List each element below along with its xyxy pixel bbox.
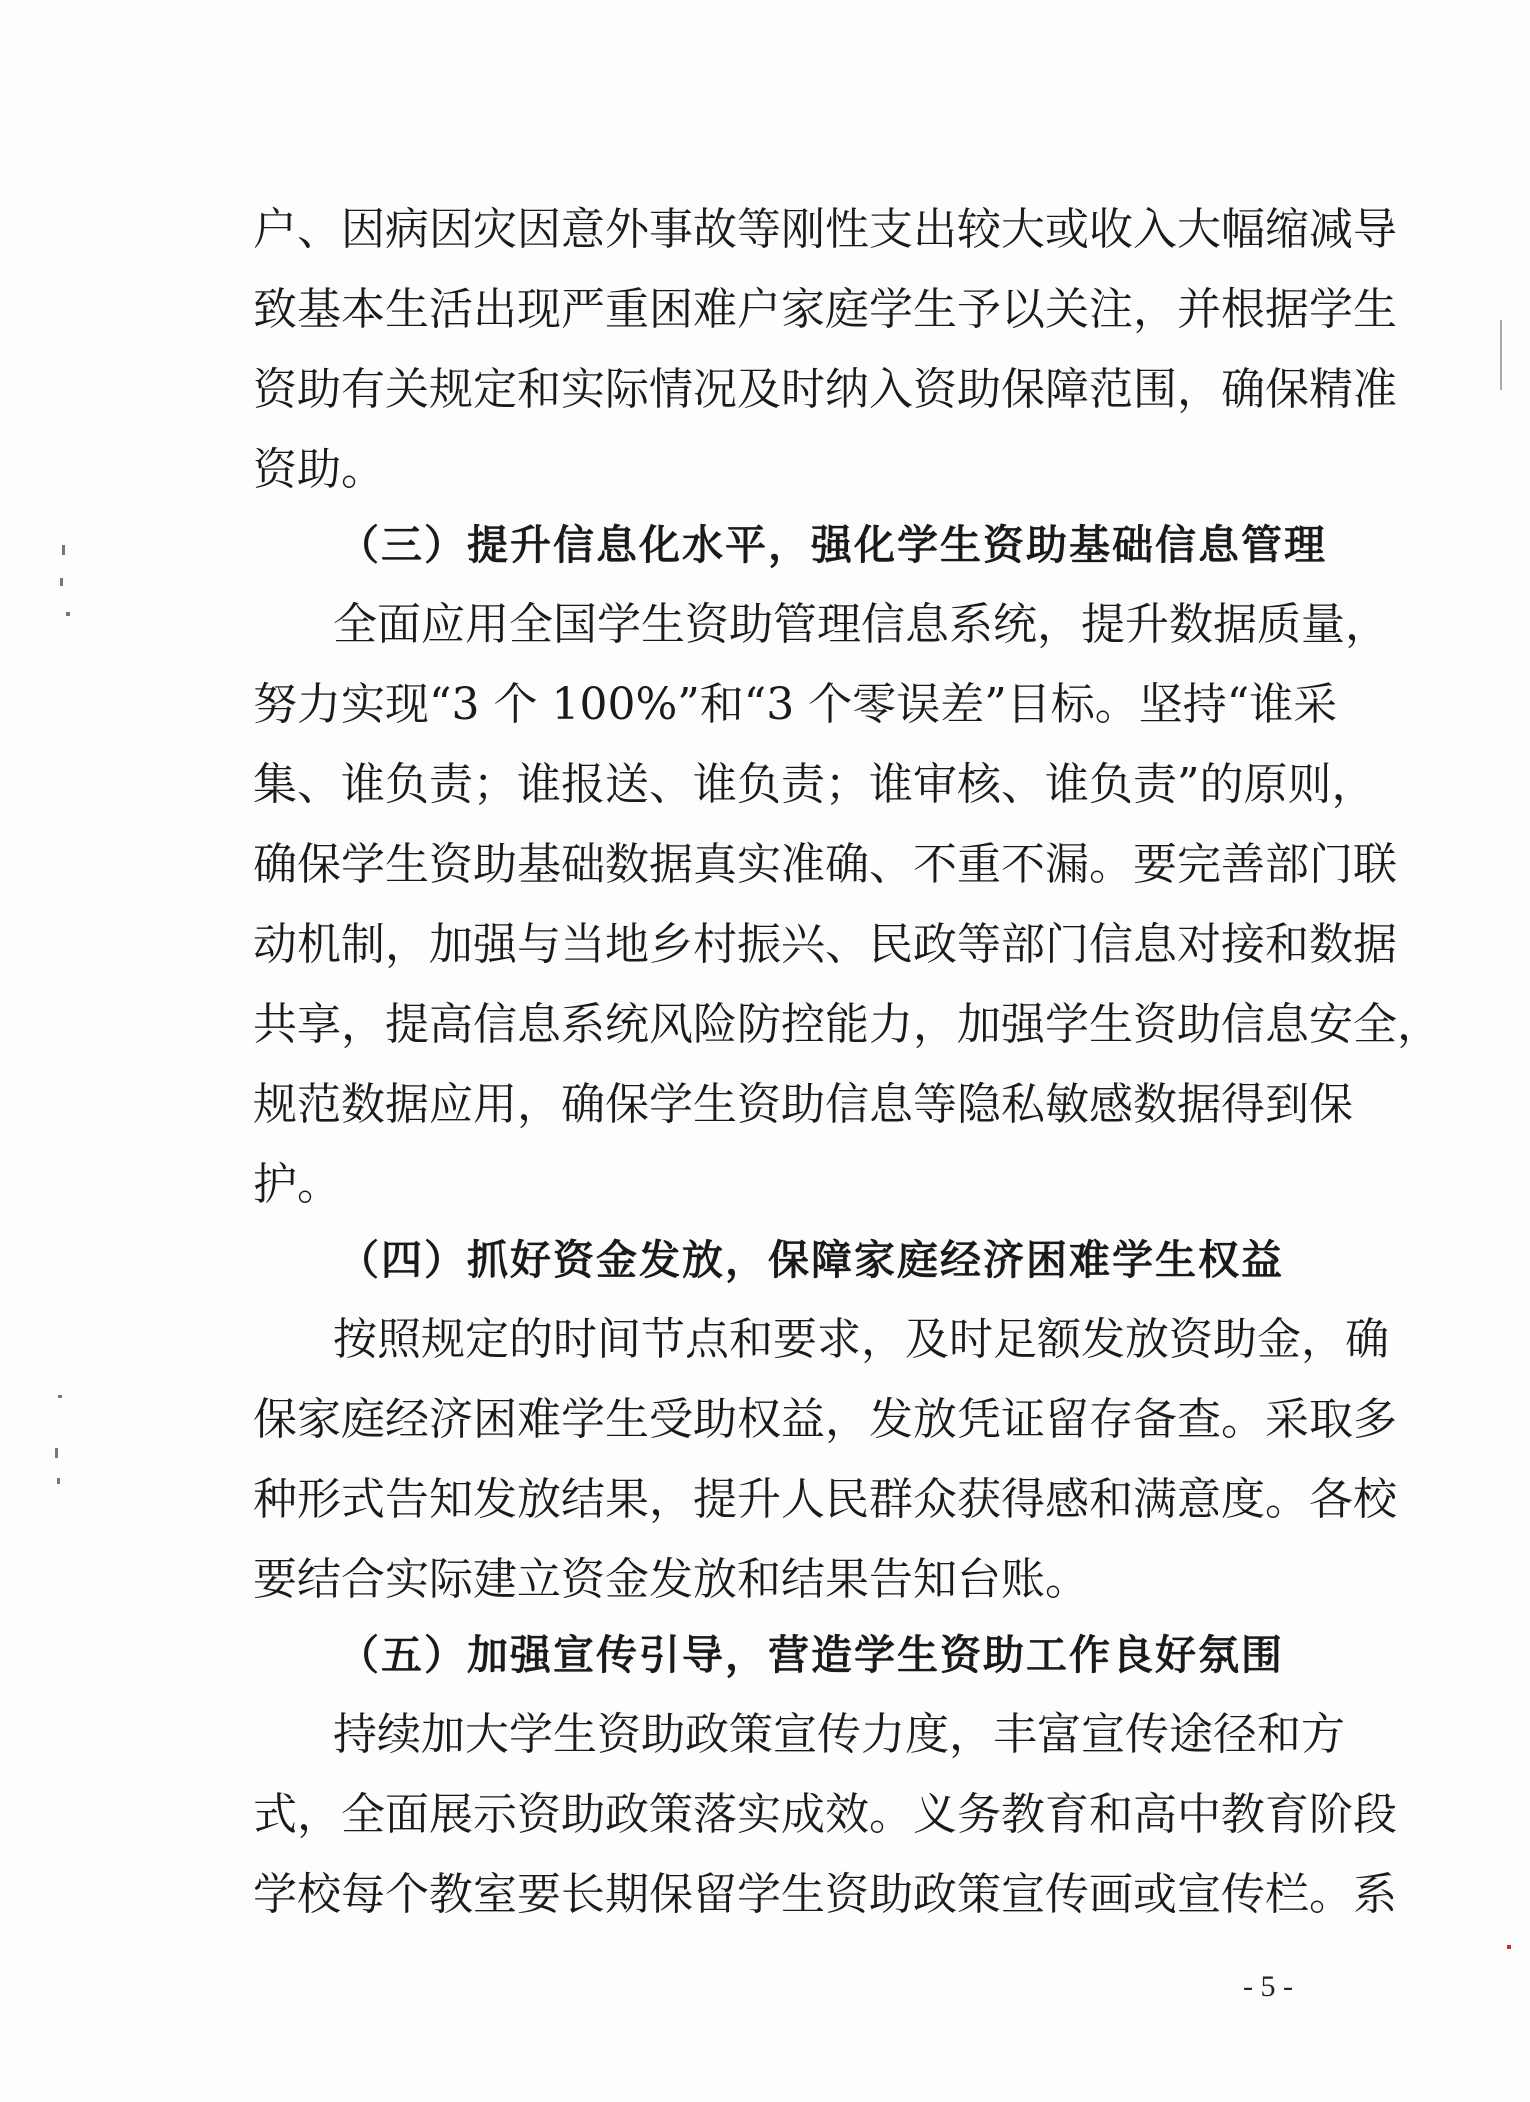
section-heading-3: （三）提升信息化水平，强化学生资助基础信息管理 bbox=[338, 521, 1327, 569]
paragraph-line: 持续加大学生资助政策宣传力度，丰富宣传途径和方 bbox=[333, 1709, 1345, 1760]
paragraph-line: 学校每个教室要长期保留学生资助政策宣传画或宣传栏。系 bbox=[253, 1869, 1397, 1920]
paragraph-line: 努力实现“3 个 100%”和“3 个零误差”目标。坚持“谁采 bbox=[253, 679, 1338, 730]
paragraph-line: 规范数据应用，确保学生资助信息等隐私敏感数据得到保 bbox=[253, 1079, 1353, 1130]
paragraph-line: 户、因病因灾因意外事故等刚性支出较大或收入大幅缩减导 bbox=[253, 204, 1397, 255]
paragraph-line: 护。 bbox=[253, 1159, 341, 1210]
scan-edge-line bbox=[1500, 320, 1502, 390]
scan-speck bbox=[66, 612, 70, 616]
scan-speck bbox=[62, 545, 65, 555]
paragraph-line: 确保学生资助基础数据真实准确、不重不漏。要完善部门联 bbox=[253, 839, 1397, 890]
paragraph-line: 资助有关规定和实际情况及时纳入资助保障范围，确保精准 bbox=[253, 364, 1397, 415]
section-heading-5: （五）加强宣传引导，营造学生资助工作良好氛围 bbox=[338, 1631, 1284, 1679]
page-number: - 5 - bbox=[1243, 1970, 1293, 2003]
scan-speck bbox=[57, 1478, 60, 1484]
section-heading-4: （四）抓好资金发放，保障家庭经济困难学生权益 bbox=[338, 1236, 1284, 1284]
paragraph-line: 式，全面展示资助政策落实成效。义务教育和高中教育阶段 bbox=[253, 1789, 1397, 1840]
scan-speck bbox=[60, 578, 63, 586]
paragraph-line: 保家庭经济困难学生受助权益，发放凭证留存备查。采取多 bbox=[253, 1394, 1397, 1445]
paragraph-line: 集、谁负责；谁报送、谁负责；谁审核、谁负责”的原则， bbox=[253, 759, 1376, 810]
paragraph-line: 致基本生活出现严重困难户家庭学生予以关注，并根据学生 bbox=[253, 284, 1397, 335]
paragraph-line: 资助。 bbox=[253, 444, 385, 495]
paragraph-line: 按照规定的时间节点和要求，及时足额发放资助金，确 bbox=[333, 1314, 1389, 1365]
paragraph-line: 要结合实际建立资金发放和结果告知台账。 bbox=[253, 1554, 1089, 1605]
scan-speck bbox=[58, 1395, 62, 1398]
paragraph-line: 全面应用全国学生资助管理信息系统，提升数据质量， bbox=[333, 599, 1389, 650]
paragraph-line: 种形式告知发放结果，提升人民群众获得感和满意度。各校 bbox=[253, 1474, 1397, 1525]
paragraph-line: 动机制，加强与当地乡村振兴、民政等部门信息对接和数据 bbox=[253, 919, 1397, 970]
scan-speck bbox=[55, 1448, 58, 1458]
scan-speck bbox=[1507, 1945, 1511, 1949]
paragraph-line: 共享，提高信息系统风险防控能力，加强学生资助信息安全， bbox=[253, 999, 1441, 1050]
